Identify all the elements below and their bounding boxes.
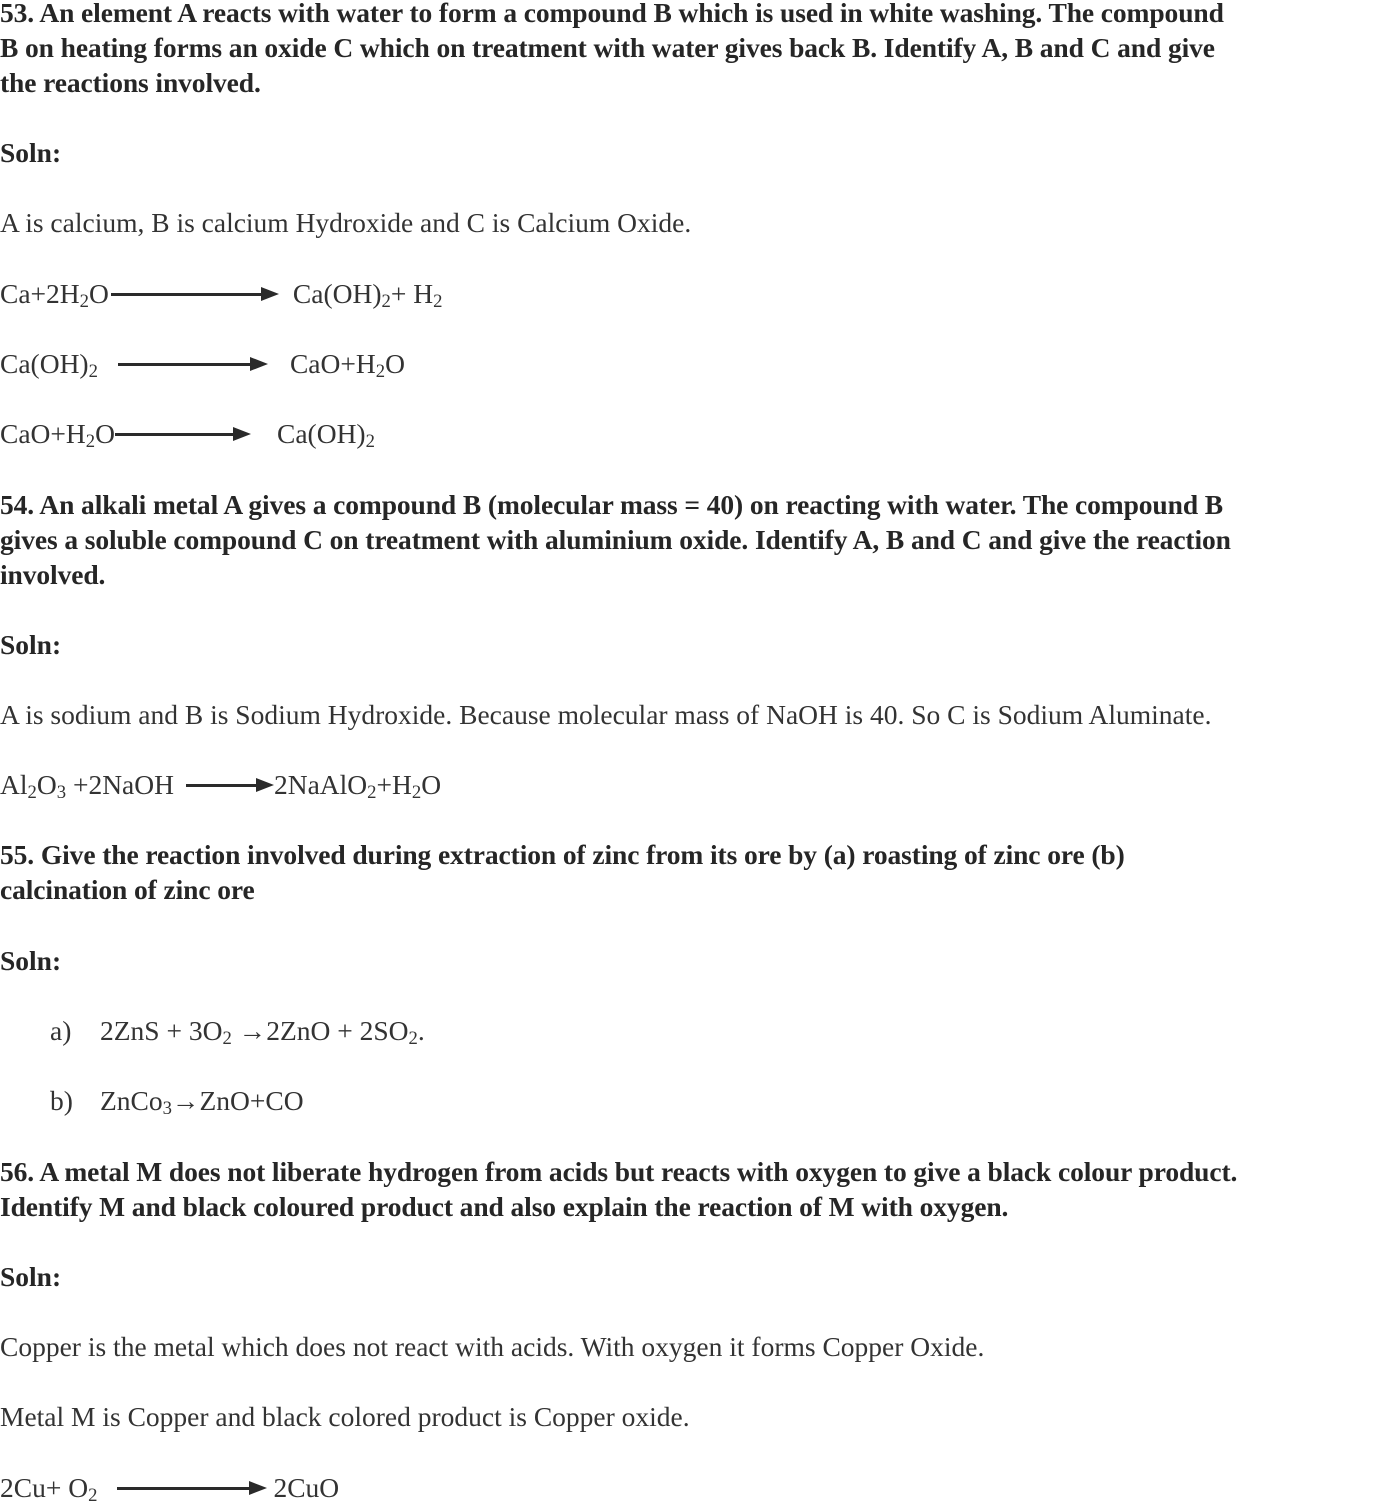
question-55-line-1: 55. Give the reaction involved during extraction of zinc from its ore by (a) roasting of zinc ore (b)	[0, 839, 1125, 870]
question-54-line-3: involved.	[0, 559, 106, 590]
question-53-line-3: the reactions involved.	[0, 67, 261, 98]
reaction-53-2	[0, 346, 405, 381]
list-item-b: b) ZnCo$_3$→ZnO+CO	[50, 1085, 304, 1120]
question-54-line-2: gives a soluble compound C on treatment with aluminium oxide. Identify A, B and C and give the reaction	[0, 524, 1231, 555]
question-55-line-2: calcination of zinc ore	[0, 874, 255, 905]
reaction-lhs: $CaO+H_2O$	[0, 418, 115, 453]
reaction-rhs: 2CuO	[273, 1472, 340, 1503]
answer-56-line-2: Metal M is Copper and black colored product is Copper oxide.	[0, 1401, 690, 1432]
reaction-rhs: $Ca(OH)_2+ H_2$	[292, 278, 443, 313]
long-right-arrow-icon	[186, 767, 274, 802]
answer-53: A is calcium, B is calcium Hydroxide and C is Calcium Oxide.	[0, 207, 692, 238]
list-item-label: a)	[50, 1015, 72, 1046]
question-54-line-1: 54. An alkali metal A gives a compound B (molecular mass = 40) on reacting with water. The compound B	[0, 489, 1224, 520]
reaction-54-1	[0, 767, 441, 802]
reaction-lhs: $2Cu+ O_2$	[0, 1472, 98, 1506]
reaction-rhs: $2NaAlO_2+H_2O$	[273, 769, 442, 804]
question-53-line-2: B on heating forms an oxide C which on treatment with water gives back B. Identify A, B and C and give	[0, 32, 1215, 63]
reaction-lhs: $Al_2O_3$ +2NaOH	[0, 769, 174, 804]
question-56-line-2: Identify M and black coloured product and also explain the reaction of M with oxygen.	[0, 1191, 1009, 1222]
reaction-lhs: $Ca(OH)_2$	[0, 348, 98, 383]
long-right-arrow-icon	[115, 416, 253, 451]
list-item-a: a) $2ZnS + 3O_2 \to 2ZnO + 2SO_2$.	[50, 1015, 425, 1050]
reaction-rhs: $Ca(OH)_2$	[277, 418, 375, 453]
answer-54: A is sodium and B is Sodium Hydroxide. Because molecular mass of NaOH is 40. So C is Sodium Aluminate.	[0, 699, 1212, 730]
list-item-label: b)	[50, 1085, 73, 1116]
reaction-lhs: $Ca+2H_2O$	[0, 278, 109, 313]
question-53-line-1: 53. An element A reacts with water to form a compound B which is used in white washing. The compound	[0, 0, 1224, 28]
reaction-rhs: $CaO+H_2O$	[289, 348, 405, 383]
long-right-arrow-icon	[111, 276, 281, 311]
soln-label-56: Soln:	[0, 1261, 62, 1292]
question-56-line-1: 56. A metal M does not liberate hydrogen from acids but reacts with oxygen to give a black colour product.	[0, 1156, 1238, 1187]
soln-label-55: Soln:	[0, 945, 62, 976]
reaction-53-3	[0, 416, 375, 451]
reaction-53-1	[0, 276, 442, 311]
long-right-arrow-icon	[118, 346, 270, 381]
soln-label-53: Soln:	[0, 137, 62, 168]
long-right-arrow-icon	[117, 1470, 269, 1505]
soln-label-54: Soln:	[0, 629, 62, 660]
reaction-56-1	[0, 1470, 339, 1505]
answer-56-line-1: Copper is the metal which does not react with acids. With oxygen it forms Copper Oxide.	[0, 1331, 985, 1362]
